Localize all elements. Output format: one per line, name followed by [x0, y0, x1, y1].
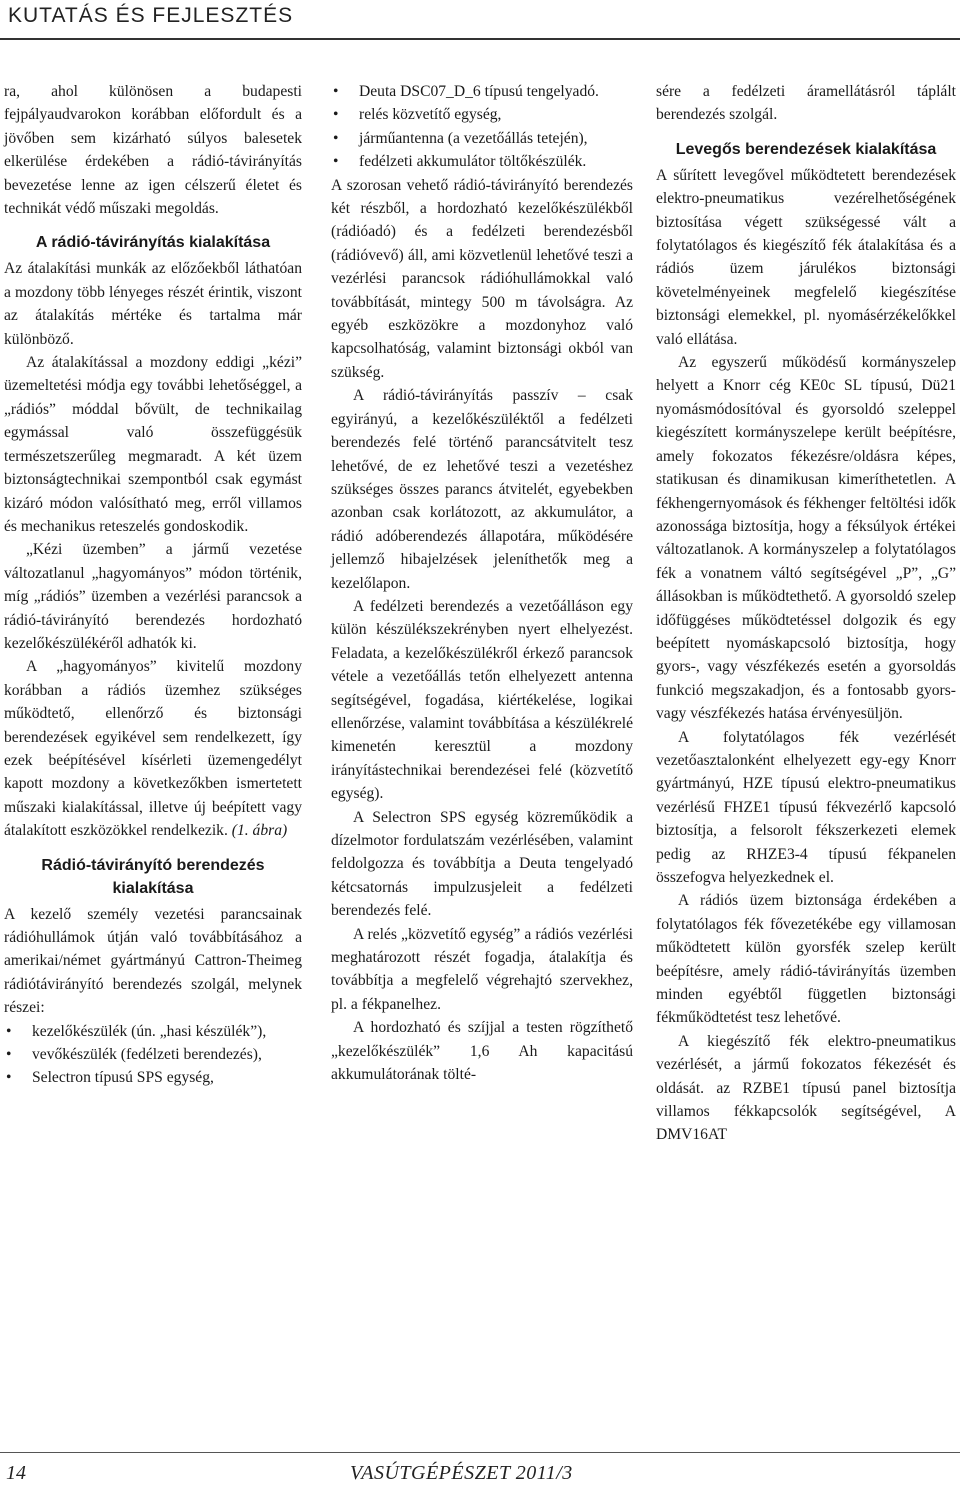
list-item: • Deuta DSC07_D_6 típusú tengelyadó.	[331, 80, 633, 103]
list-item: • kezelőkészülék (ún. „hasi készülék”),	[4, 1020, 302, 1043]
paragraph: A hordozható és szíjjal a testen rögzíthető „kezelőkészülék” 1,6 Ah kapacitású akkumulátorának tölté-	[331, 1019, 633, 1084]
column-3	[656, 80, 956, 1147]
paragraph: sére a fedélzeti áramellátásról táplált berendezés szolgál.	[656, 83, 956, 124]
header-divider	[0, 38, 960, 40]
paragraph: A kezelő személy vezetési parancsainak rádióhullámok útján való továbbításához a amerikai/német gyártmányú Cattron-Theimeg rádiótávirányító berendezés szolgál, melynek részei:	[4, 905, 302, 1017]
paragraph: A folytatólagos fék vezérlését vezetőasztalonként elhelyezett egy-egy Knorr gyártmányú, HZE típusú elektro-pneumatikus vezérlésű FHZE1 típusú fékvezérlő kapcsoló biztosítja, a felsorolt fékszerkezeti elemek pedig az RHZE3-4 típusú fékpanelen összefogva helyezkednek el.	[656, 728, 956, 886]
paragraph: A rádió-távirányítás passzív – csak egyirányú, a kezelőkészüléktől a fedélzeti berendezés felé történő parancsátvitelt tesz lehetővé, de ez lehetővé teszi a vezetéshez szükséges összes parancs átvitelét, egyebekben azonban csak korlátozott, az akkumulátor, a rádió adóberendezés állapotára, működésére jellemző hibajelzések jeleníthetők meg a kezelőlapon.	[331, 387, 633, 592]
column-1	[4, 80, 302, 1090]
component-list	[331, 80, 633, 174]
paragraph: Az átalakítási munkák az előzőekből láthatóan a mozdony több lényeges részét érintik, viszont az átalakítás mértéke és tartalma már különböző.	[4, 260, 302, 348]
journal-title: VASÚTGÉPÉSZET 2011/3	[350, 1462, 573, 1484]
section-header: KUTATÁS ÉS FEJLESZTÉS	[8, 4, 294, 27]
list-item: • Selectron típusú SPS egység,	[4, 1066, 302, 1089]
list-item: • vevőkészülék (fedélzeti berendezés),	[4, 1043, 302, 1066]
list-item: • fedélzeti akkumulátor töltőkészülék.	[331, 150, 633, 173]
paragraph: Az átalakítással a mozdony eddigi „kézi” üzemeltetési módja egy további lehetőséggel, a „rádiós” móddal bővült, de technikailag egymással való összefüggésük természetszerűleg megmaradt. A két üzem biztonságtechnikai szempontból csak egymást kizáró módon valósítható meg, erről villamos és mechanikus reteszelés gondoskodik.	[4, 354, 302, 535]
list-item: • járműantenna (a vezetőállás tetején),	[331, 127, 633, 150]
paragraph: A rádiós üzem biztonsága érdekében a folytatólagos fék fővezetékébe egy villamosan működtetett külön gyorsfék szelep került beépítésre, amely rádió-távirányítás üzemben minden egyébtől független biztonsági fékműködtetést tesz lehetővé.	[656, 892, 956, 1027]
page-number: 14	[6, 1462, 26, 1484]
paragraph-text: A „hagyományos” kivitelű mozdony korábban a rádiós üzemhez szükséges működtető, ellenőrző és biztonsági berendezések egyikével sem rendelkezett, így ezek beépítésével kísérleti üzemengedélyt kapott mozdony a következőkben ismertetett műszaki kialakítással, illetve új beépített vagy átalakított eszközökkel rendelkezik.	[4, 658, 302, 840]
section-heading: Levegős berendezések kialakítása	[675, 140, 937, 158]
paragraph: A szorosan vehető rádió-távirányító berendezés két részből, a hordozható kezelőkészülékből (rádióadó) és a fedélzeti berendezésből (rádióvevő) áll, ami közvetlenül lehetővé teszi a vezérlési parancsok rádióhullámokkal való továbbítását, mintegy 500 m távolságra. Az egyéb eszközökre a mozdonyhoz való kapcsolhatóság, valamint biztonsági okból van szükség.	[331, 176, 633, 381]
paragraph: A sűrített levegővel működtetett berendezések elektro-pneumatikus vezérelhetőségének biztosítása végett szükségessé vált a folytatólagos és kiegészítő fék átalakítása és a rádiós üzem járulékos biztonsági követelményeinek megfelelő kiegészítése biztonsági elemekkel, pl. nyomásérzékelőkkel való ellátása.	[656, 166, 956, 348]
list-item: • relés közvetítő egység,	[331, 103, 633, 126]
figure-reference: (1. ábra)	[231, 822, 288, 840]
paragraph: A Selectron SPS egység közreműködik a dízelmotor fordulatszám vezérlésében, valamint feldolgozza és továbbítja a Deuta tengelyadó kétcsatornás impulzusjeleit a fedélzeti berendezés felé.	[331, 808, 633, 920]
paragraph: „Kézi üzemben” a jármű vezetése változatlanul „hagyományos” módon történik, míg „rádiós” üzemben a vezérlési parancsok a rádió-távirányító berendezés hordozható kezelőkészülékéről adhatók ki.	[4, 541, 302, 652]
section-heading: A rádió-távirányítás kialakítása	[35, 234, 271, 252]
paragraph: Az egyszerű működésű kormányszelep helyett a Knorr cég KE0c SL típusú, Dü21 nyomásmódosítóval és gyorsoldó szeleppel kiegészített kormányszelepe került beépítésre, amely fokozatos fékezésre/oldásra képes, statikusan és dinamikusan kimeríthetetlen. A fékhengernyomások és fékhenger feltöltési idők azonossága biztosítja, hogy a féksúlyok értékei változatlanok. A kormányszelep a folytatólagos fék a vonatnem váltó segítségével „P”, „G” állásokban is működtethető. A gyorsoldó szelep időfüggéses működtetéssel dolgozik és egy beépített nyomáskapcsoló biztosítja, hogy gyors-, vagy vészfékezés esetén a gyorsoldás funkció megszakadjon, és a fontosabb gyors- vagy vészfékezés hatása érvényesüljön.	[656, 354, 956, 723]
paragraph: ra, ahol különösen a budapesti fejpályaudvarokon korábban előfordult és a jövőben sem kizárható súlyos balesetek elkerülése érdekében a rádió-távirányítás bevezetése lenne az igen célszerű életet és technikát védő műszaki megoldás.	[4, 83, 302, 218]
paragraph: A fedélzeti berendezés a vezetőálláson egy külön készülékszekrényben nyert elhelyezést. Feladata, a kezelőkészülékről érkező parancsok vétele a vezetőállás tetőn elhelyezett antenna segítségével, fogadása, kiértékelése, logikai ellenőrzése, valamint továbbítása a készülékrelé kimenetén keresztül a mozdony irányítástechnikai berendezései felé (közvetítő egység).	[331, 597, 633, 803]
component-list	[4, 1020, 302, 1090]
section-heading: Rádió-távirányító berendezés kialakítása	[41, 856, 265, 897]
paragraph	[4, 655, 302, 842]
paragraph: A relés „közvetítő egység” a rádiós vezérlési meghatározott részét fogadja, átalakítja és továbbítja a megfelelő végrehajtó szervekhez, pl. a fékpanelhez.	[331, 925, 633, 1013]
paragraph: A kiegészítő fék elektro-pneumatikus vezérlését, a jármű fokozatos fékezését és oldását. az RZBE1 típusú panel biztosítja villamos fékkapcsolók segítségével, A DMV16AT	[656, 1032, 956, 1144]
column-2	[331, 80, 633, 1086]
footer-divider	[0, 1452, 960, 1453]
